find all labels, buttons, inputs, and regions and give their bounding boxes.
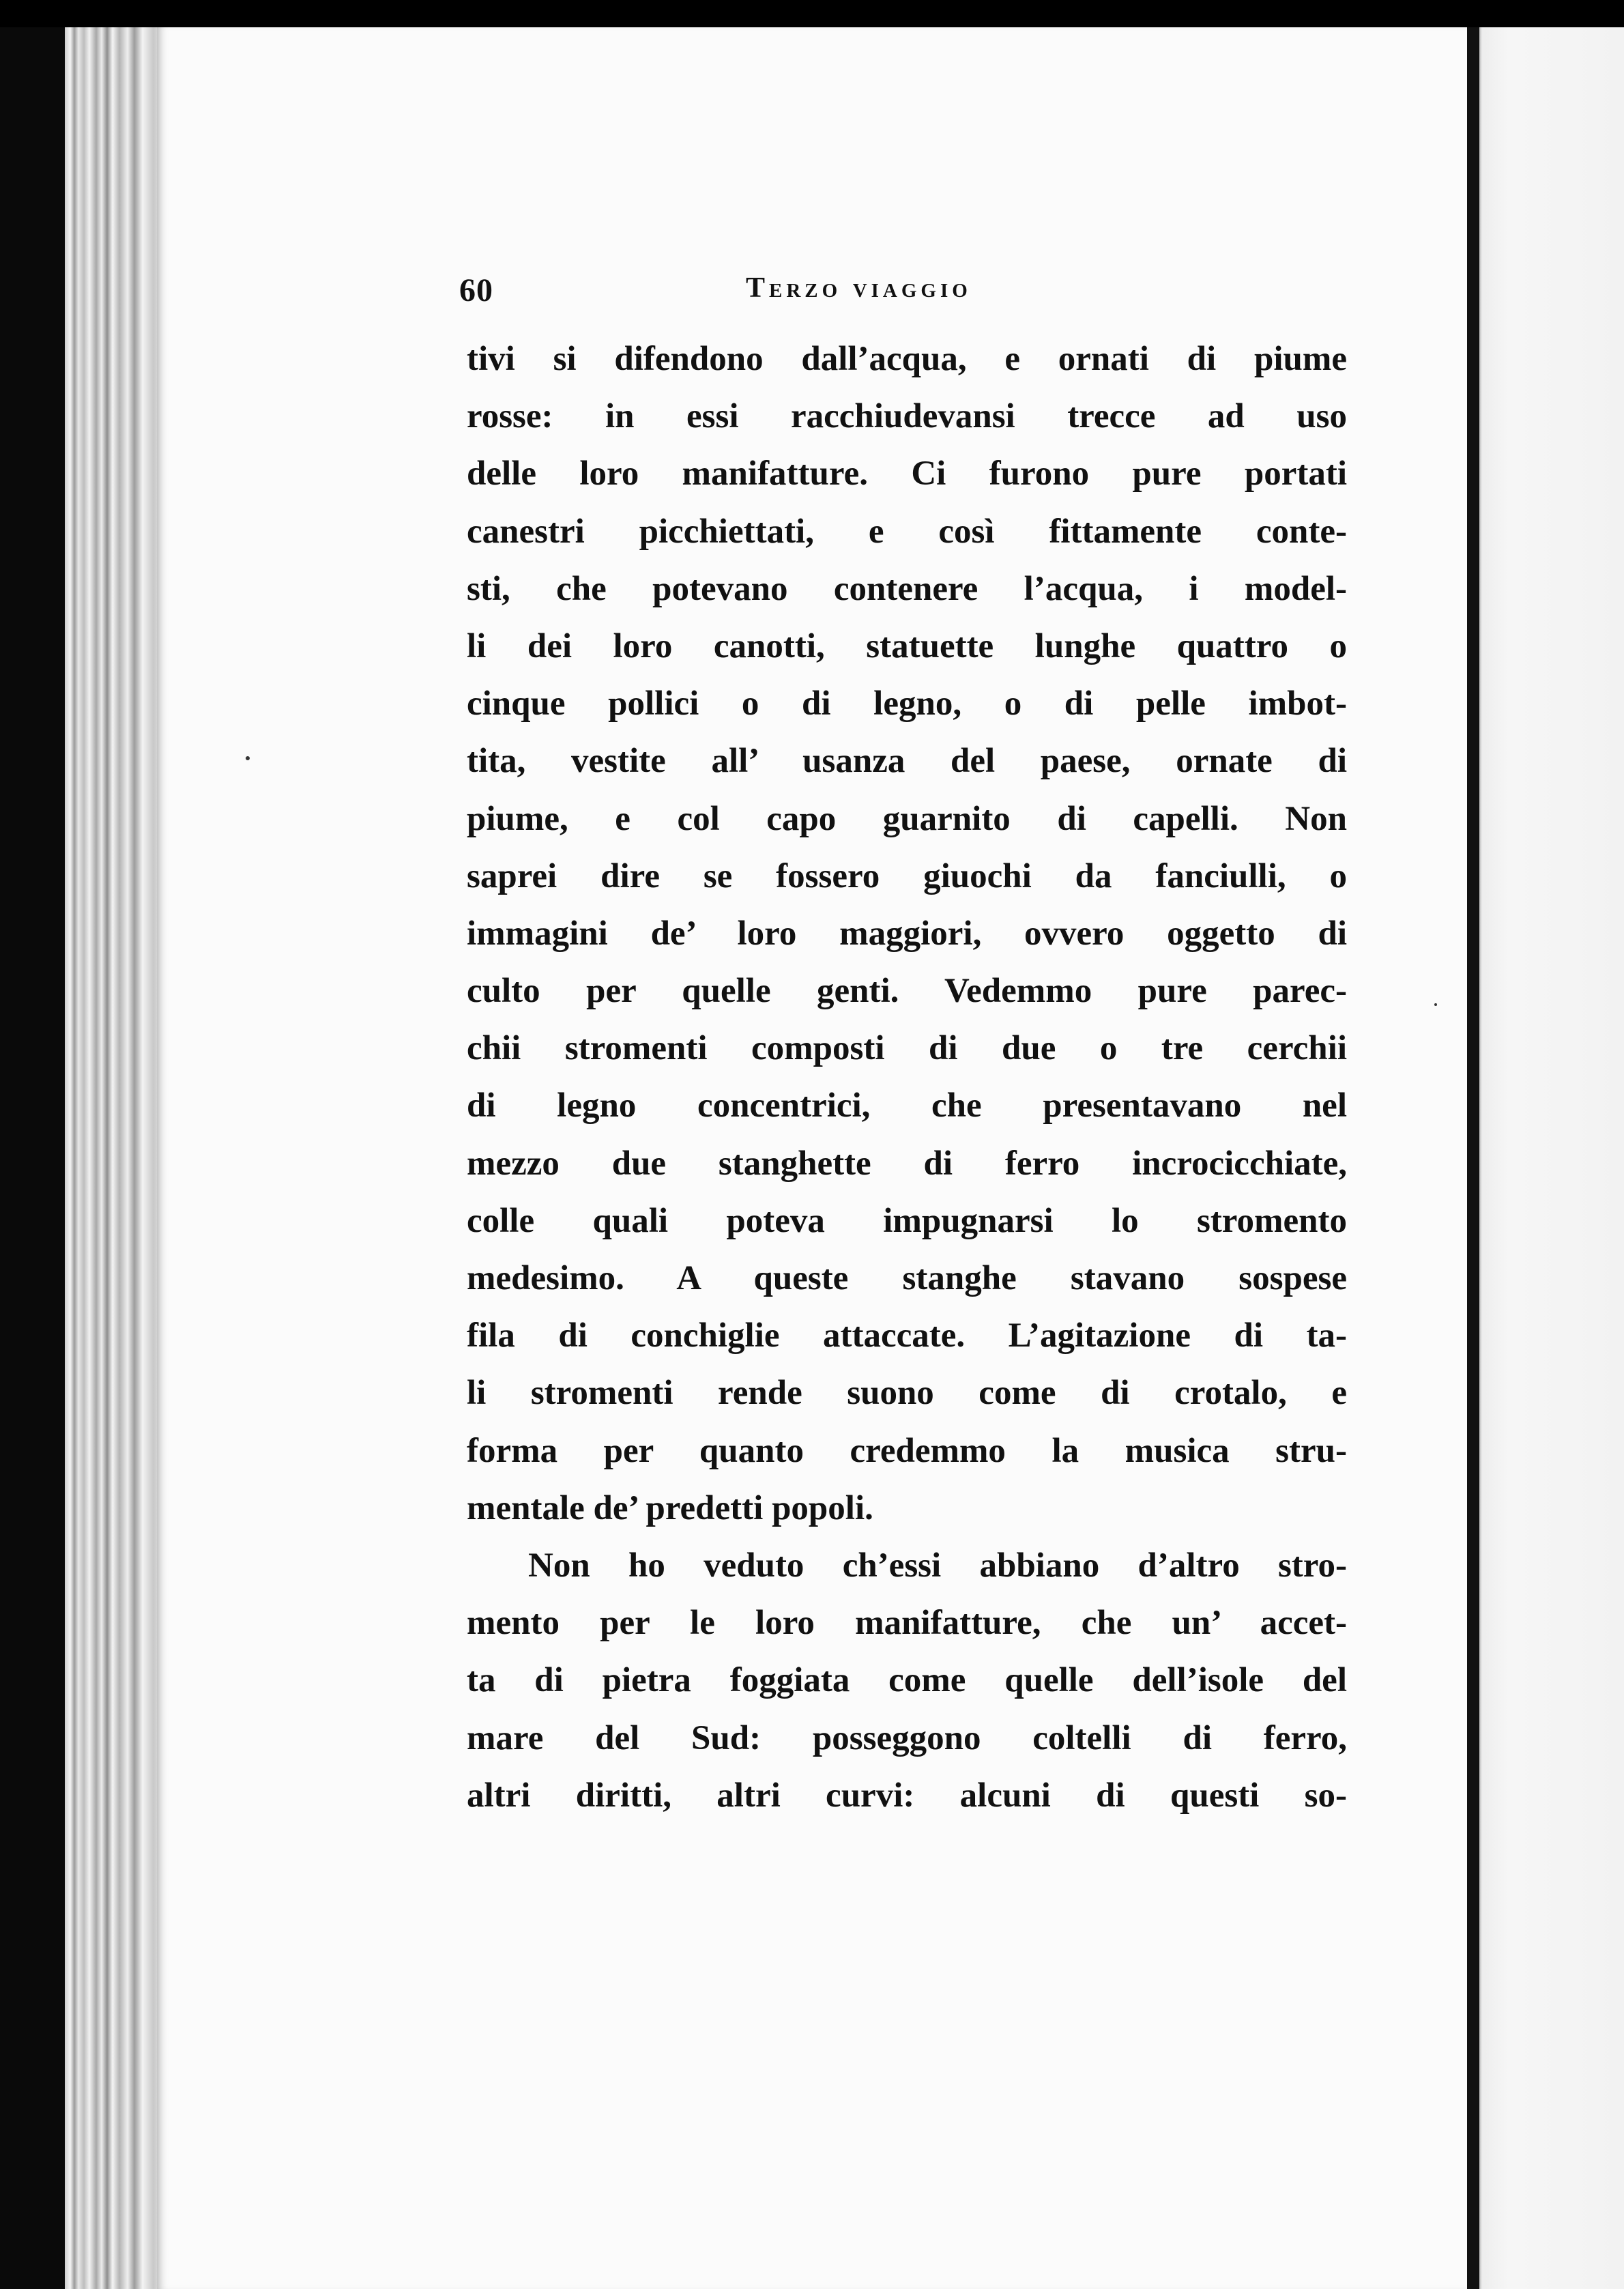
text-line: Non ho veduto ch’essi abbiano d’altro stro- <box>528 1546 1347 1585</box>
text-line: rosse: in essi racchiudevansi trecce ad uso <box>467 397 1347 436</box>
paper-speck <box>246 756 250 760</box>
text-line: altri diritti, altri curvi: alcuni di questi so- <box>467 1776 1347 1815</box>
text-line: mare del Sud: posseggono coltelli di ferro, <box>467 1718 1347 1757</box>
right-page-edge <box>1467 27 1624 2289</box>
text-line: culto per quelle genti. Vedemmo pure parec- <box>467 972 1347 1011</box>
paper-speck <box>1434 1003 1437 1006</box>
text-line: tita, vestite all’ usanza del paese, ornate di <box>467 742 1347 781</box>
gutter-shadow <box>1467 27 1479 2289</box>
text-line: colle quali poteva impugnarsi lo stromento <box>467 1201 1347 1240</box>
text-line: di legno concentrici, che presentavano nel <box>467 1086 1347 1125</box>
text-line: fila di conchiglie attaccate. L’agitazione di ta- <box>467 1316 1347 1355</box>
text-line: saprei dire se fossero giuochi da fanciulli, o <box>467 856 1347 895</box>
text-line: mento per le loro manifatture, che un’ accet- <box>467 1604 1347 1643</box>
text-line: mentale de’ predetti popoli. <box>467 1488 873 1527</box>
text-line: li dei loro canotti, statuette lunghe quattro o <box>467 627 1347 665</box>
text-line: ta di pietra foggiata come quelle dell’isole del <box>467 1661 1347 1700</box>
body-text <box>467 330 1347 1824</box>
text-line: piume, e col capo guarnito di capelli. Non <box>467 799 1347 838</box>
text-line: delle loro manifatture. Ci furono pure portati <box>467 455 1347 493</box>
text-line: chii stromenti composti di due o tre cerchii <box>467 1029 1347 1068</box>
page-number: 60 <box>459 272 493 308</box>
text-line: li stromenti rende suono come di crotalo, e <box>467 1374 1347 1413</box>
running-title: Terzo viaggio <box>746 272 972 304</box>
text-line: tivi si difendono dall’acqua, e ornati di piume <box>467 340 1347 378</box>
text-line: canestri picchiettati, e così fittamente conte- <box>467 512 1347 551</box>
running-head <box>459 272 1073 313</box>
text-line: mezzo due stanghette di ferro incrocicchiate, <box>467 1144 1347 1183</box>
text-line: immagini de’ loro maggiori, ovvero oggetto di <box>467 914 1347 953</box>
text-line: medesimo. A queste stanghe stavano sospese <box>467 1259 1347 1297</box>
text-line: sti, che potevano contenere l’acqua, i model- <box>467 569 1347 608</box>
scan-top-border <box>0 0 1624 27</box>
text-line: forma per quanto credemmo la musica stru- <box>467 1431 1347 1470</box>
text-line: cinque pollici o di legno, o di pelle imbot- <box>467 685 1347 723</box>
